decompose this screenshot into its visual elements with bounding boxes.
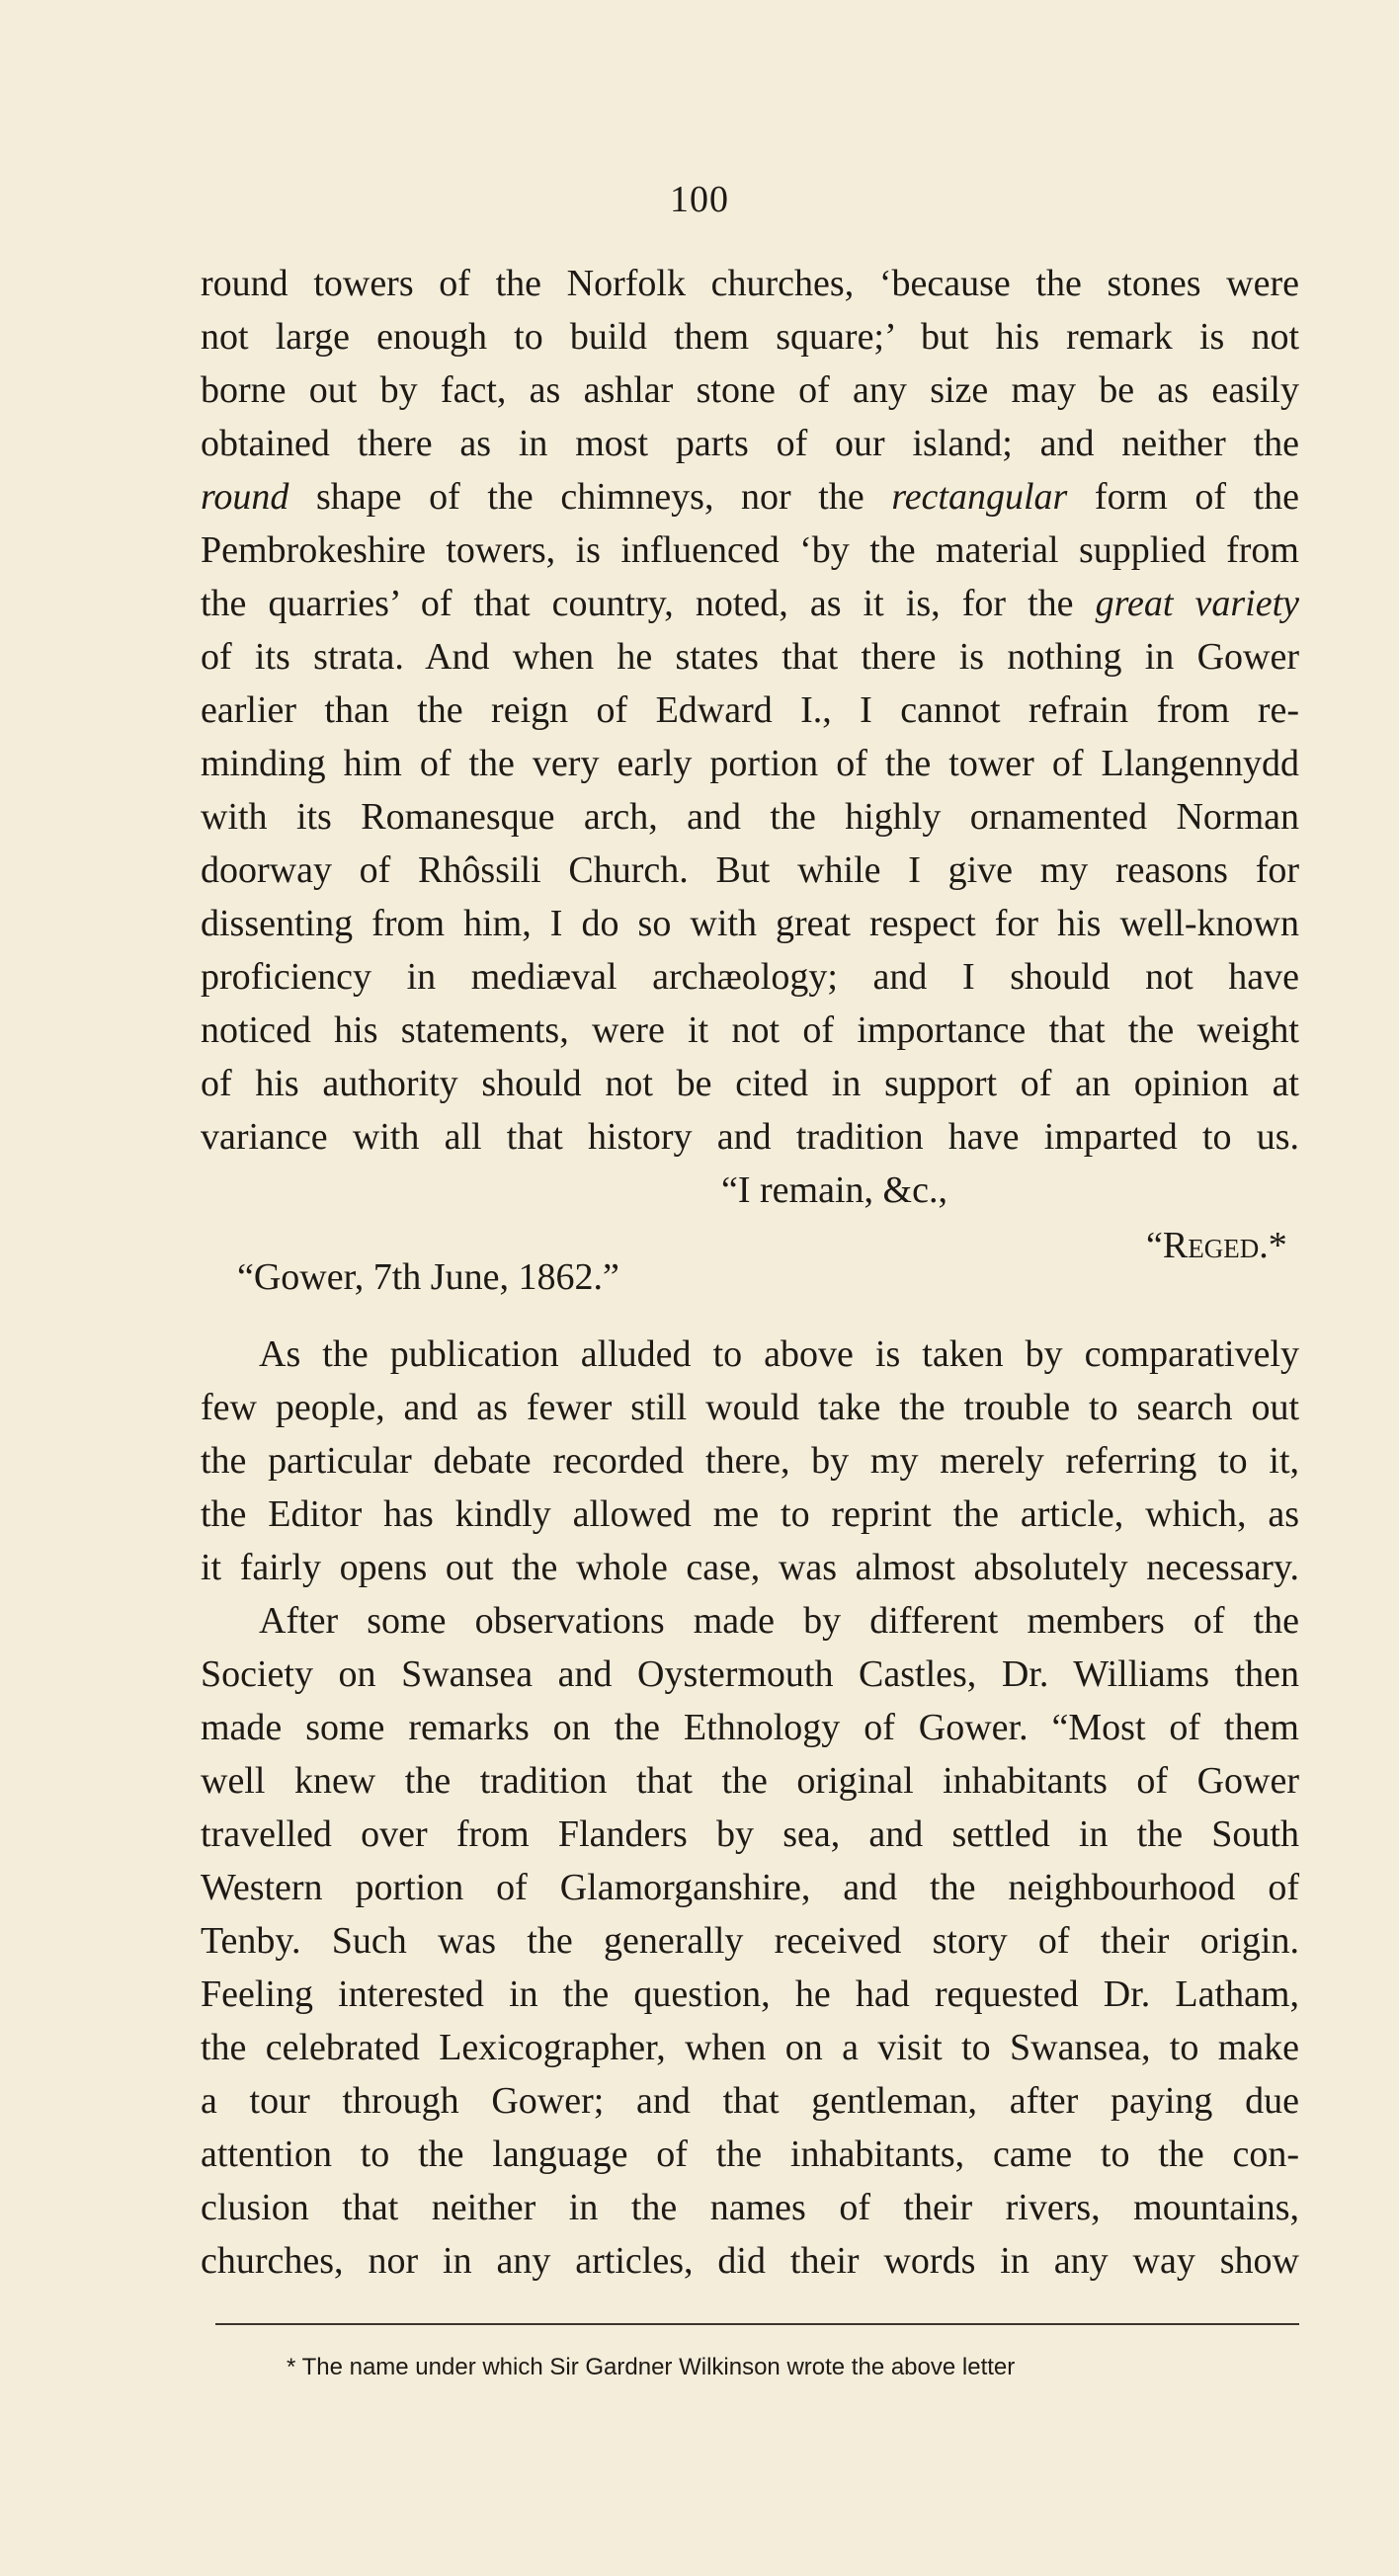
- text-line: travelled over from Flanders by sea, and settled in the South: [201, 1813, 1299, 1855]
- text-line: churches, nor in any articles, did their words in any way show: [201, 2240, 1299, 2282]
- italic-word: round: [201, 476, 289, 518]
- signature: [1146, 1219, 1287, 1272]
- text-line: Tenby. Such was the generally received story of their origin.: [201, 1920, 1299, 1962]
- italic-word: rectangular: [891, 476, 1068, 518]
- text-line: noticed his statements, were it not of importance that the weight: [201, 1009, 1299, 1051]
- page-number: 100: [670, 179, 729, 220]
- text-line: a tour through Gower; and that gentleman, after paying due: [201, 2080, 1299, 2122]
- text-line: obtained there as in most parts of our island; and neither the: [201, 423, 1299, 464]
- italic-phrase: great variety: [1095, 583, 1299, 624]
- text-line: few people, and as fewer still would take the trouble to search out: [201, 1387, 1299, 1428]
- text-line: well knew the tradition that the original inhabitants of Gower: [201, 1760, 1299, 1802]
- text-fragment: form of the: [1094, 476, 1300, 518]
- text-line: variance with all that history and tradition have imparted to us.: [201, 1116, 1299, 1158]
- text-line: earlier than the reign of Edward I., I cannot refrain from re-: [201, 689, 1299, 731]
- text-line: with its Romanesque arch, and the highly ornamented Norman: [201, 796, 1299, 838]
- text-line: As the publication alluded to above is taken by comparatively: [259, 1333, 1299, 1375]
- text-line: [201, 577, 1299, 630]
- text-line: After some observations made by different members of the: [259, 1600, 1299, 1642]
- text-line: the particular debate recorded there, by my merely referring to it,: [201, 1440, 1299, 1482]
- text-line: clusion that neither in the names of their rivers, mountains,: [201, 2187, 1299, 2228]
- text-line: round towers of the Norfolk churches, ‘because the stones were: [201, 263, 1299, 304]
- footnote-rule: [215, 2323, 1299, 2325]
- dateline: “Gower, 7th June, 1862.”: [237, 1256, 619, 1298]
- text-fragment: shape of the chimneys, nor the: [315, 476, 864, 518]
- text-line: Society on Swansea and Oystermouth Castles, Dr. Williams then: [201, 1653, 1299, 1695]
- text-line: borne out by fact, as ashlar stone of any size may be as easily: [201, 369, 1299, 411]
- text-line: dissenting from him, I do so with great respect for his well-known: [201, 903, 1299, 944]
- text-line: made some remarks on the Ethnology of Gower. “Most of them: [201, 1707, 1299, 1748]
- text-line: it fairly opens out the whole case, was almost absolutely necessary.: [201, 1547, 1299, 1588]
- text-line: [201, 470, 1299, 523]
- text-line: Feeling interested in the question, he had requested Dr. Latham,: [201, 1973, 1299, 2015]
- text-fragment: the quarries’ of that country, noted, as it is, for the: [201, 583, 1074, 624]
- footnote: * The name under which Sir Gardner Wilkinson wrote the above letter: [287, 2354, 1016, 2380]
- text-line: Western portion of Glamorganshire, and the neighbourhood of: [201, 1867, 1299, 1908]
- text-line: the celebrated Lexicographer, when on a visit to Swansea, to make: [201, 2027, 1299, 2068]
- text-line: the Editor has kindly allowed me to reprint the article, which, as: [201, 1493, 1299, 1535]
- text-line: proficiency in mediæval archæology; and I should not have: [201, 956, 1299, 998]
- text-line: of his authority should not be cited in support of an opinion at: [201, 1063, 1299, 1104]
- text-line: not large enough to build them square;’ but his remark is not: [201, 316, 1299, 358]
- signature-text: “Reged.*: [1146, 1225, 1287, 1266]
- text-line: doorway of Rhôssili Church. But while I give my reasons for: [201, 849, 1299, 891]
- closing-remain: “I remain, &c.,: [721, 1169, 947, 1211]
- text-line: attention to the language of the inhabitants, came to the con-: [201, 2133, 1299, 2175]
- text-line: Pembrokeshire towers, is influenced ‘by the material supplied from: [201, 529, 1299, 571]
- text-line: of its strata. And when he states that there is nothing in Gower: [201, 636, 1299, 678]
- text-line: minding him of the very early portion of the tower of Llangennydd: [201, 743, 1299, 784]
